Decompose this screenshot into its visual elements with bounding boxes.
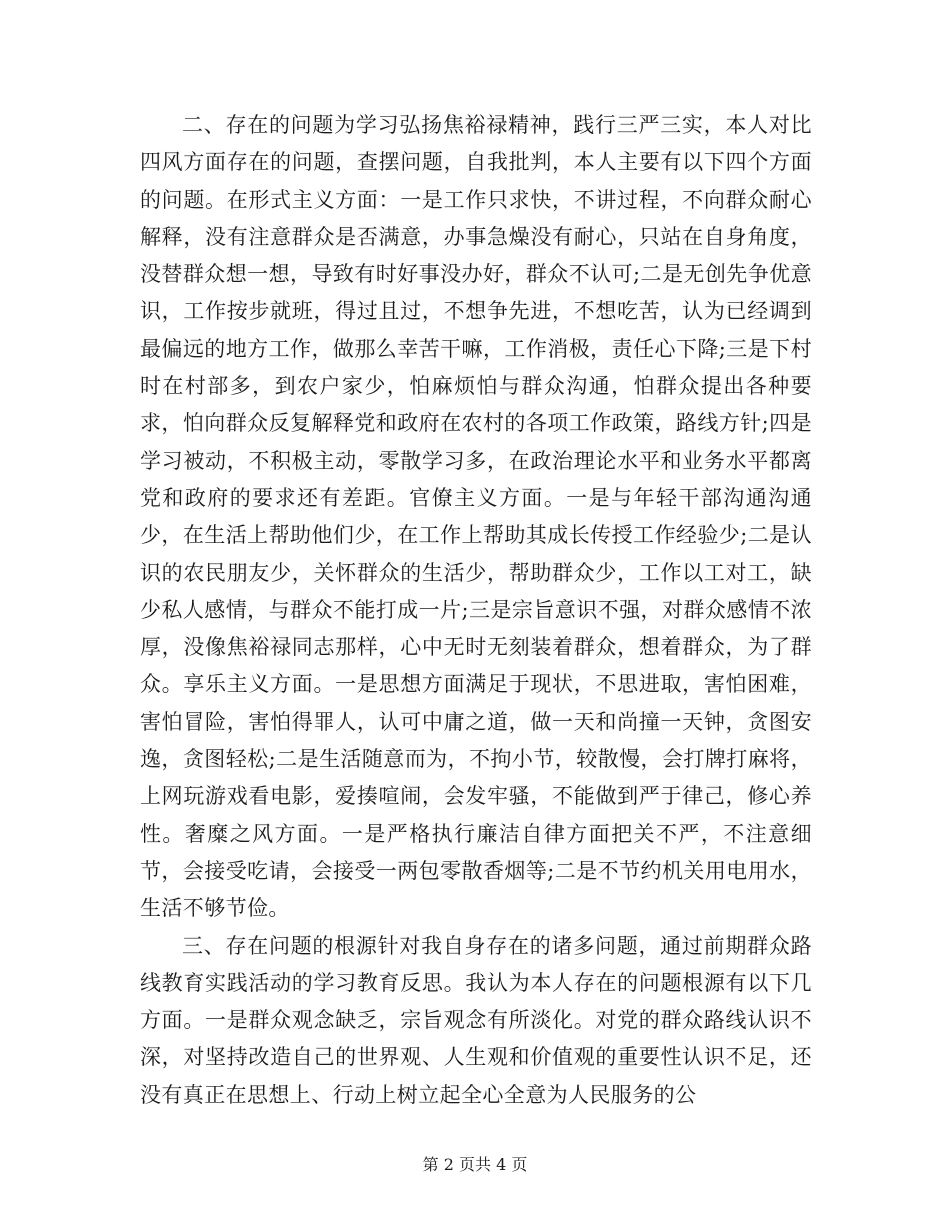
- paragraph-section-three: 三、存在问题的根源针对我自身存在的诸多问题，通过前期群众路线教育实践活动的学习教育反思。我认为本人存在的问题根源有以下几方面。一是群众观念缺乏，宗旨观念有所淡化。对党的群众路线认识不深，对坚持改造自己的世界观、人生观和价值观的重要性认识不足，还没有真正在思想上、行动上树立起全心全意为人民服务的公: [140, 933, 812, 1107]
- paragraph-section-two: 二、存在的问题为学习弘扬焦裕禄精神，践行三严三实，本人对比四风方面存在的问题，查摆问题，自我批判，本人主要有以下四个方面的问题。在形式主义方面：一是工作只求快，不讲过程，不向群众耐心解释，没有注意群众是否满意，办事急燥没有耐心，只站在自身角度，没替群众想一想，导致有时好事没办好，群众不认可;二是无创先争优意识，工作按步就班，得过且过，不想争先进，不想吃苦，认为已经调到最偏远的地方工作，做那么幸苦干嘛，工作消极，责任心下降;三是下村时在村部多，到农户家少，怕麻烦怕与群众沟通，怕群众提出各种要求，怕向群众反复解释党和政府在农村的各项工作政策，路线方针;四是学习被动，不积极主动，零散学习多，在政治理论水平和业务水平都离党和政府的要求还有差距。官僚主义方面。一是与年轻干部沟通沟通少，在生活上帮助他们少，在工作上帮助其成长传授工作经验少;二是认识的农民朋友少，关怀群众的生活少，帮助群众少，工作以工对工，缺少私人感情，与群众不能打成一片;三是宗旨意识不强，对群众感情不浓厚，没像焦裕禄同志那样，心中无时无刻装着群众，想着群众，为了群众。享乐主义方面。一是思想方面满足于现状，不思进取，害怕困难，害怕冒险，害怕得罪人，认可中庸之道，做一天和尚撞一天钟，贪图安逸，贪图轻松;二是生活随意而为，不拘小节，较散慢，会打牌打麻将，上网玩游戏看电影，爱揍喧闹，会发牢骚，不能做到严于律己，修心养性。奢糜之风方面。一是严格执行廉洁自律方面把关不严，不注意细节，会接受吃请，会接受一两包零散香烟等;二是不节约机关用电用水，生活不够节俭。: [140, 113, 812, 921]
- document-body: [140, 107, 812, 1114]
- page-footer: 第 2 页共 4 页: [422, 1155, 528, 1174]
